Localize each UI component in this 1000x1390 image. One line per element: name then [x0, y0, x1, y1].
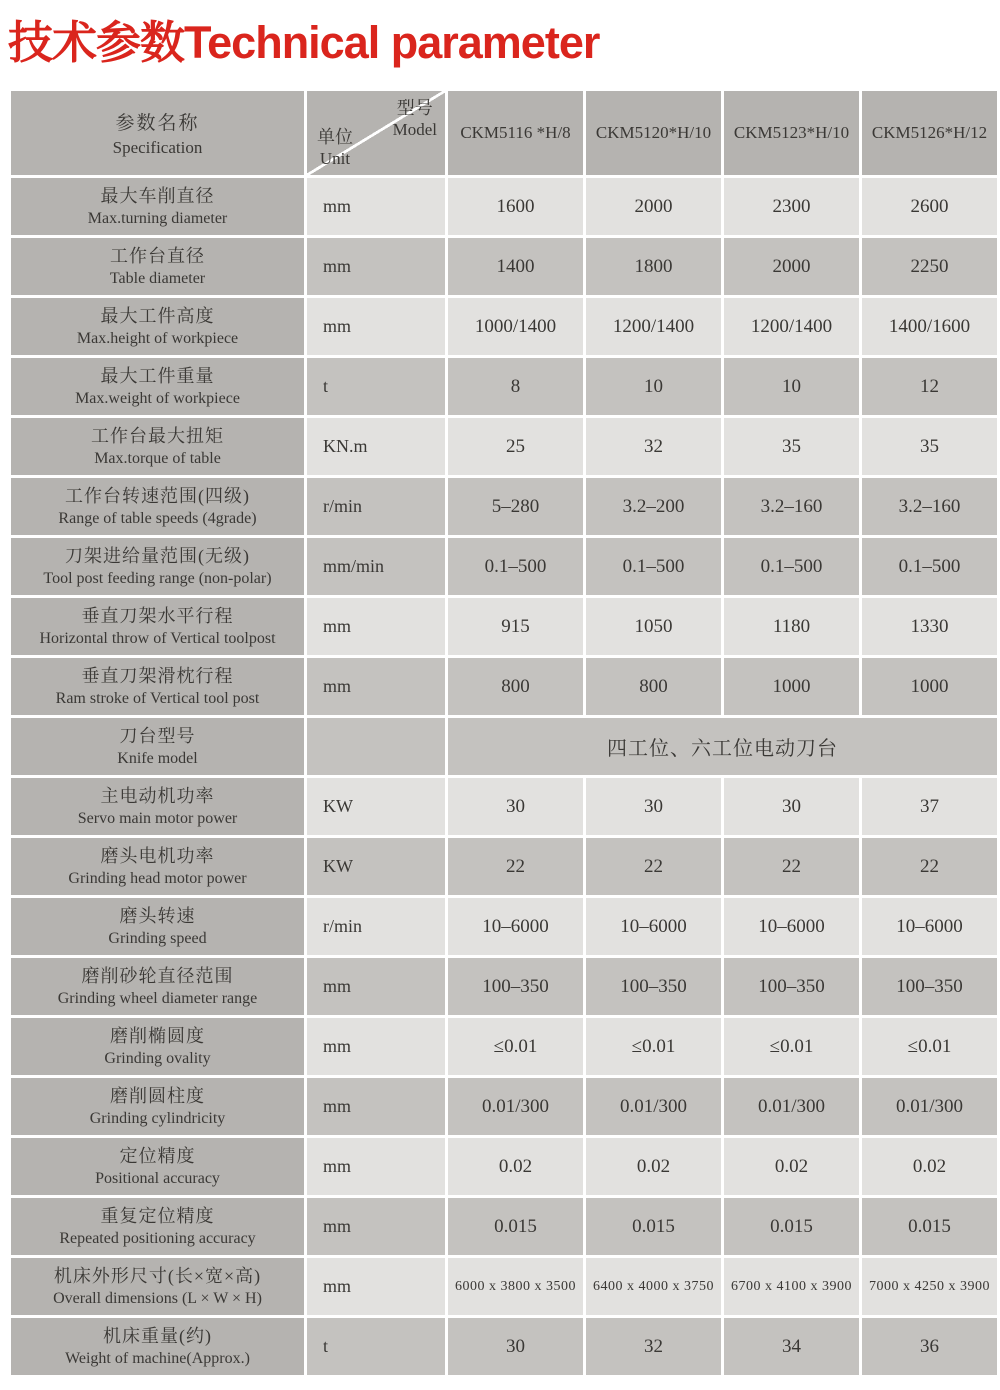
header-model-column-2: CKM5120*H/10 — [586, 91, 721, 175]
spec-label-zh: 最大工件高度 — [100, 305, 215, 326]
unit-cell: mm — [307, 1198, 445, 1255]
spec-label-zh: 磨头电机功率 — [100, 845, 215, 866]
unit-cell: mm — [307, 178, 445, 235]
spec-label-en: Positional accuracy — [95, 1169, 220, 1187]
table-row — [11, 238, 997, 295]
spec-label-cell — [11, 718, 304, 775]
table-row — [11, 358, 997, 415]
value-cell: 0.1–500 — [862, 538, 997, 595]
spec-label-cell — [11, 658, 304, 715]
spec-label-en: Grinding speed — [108, 929, 207, 947]
spec-label-en: Grinding wheel diameter range — [57, 989, 258, 1007]
spec-label-en: Grinding cylindricity — [89, 1109, 226, 1127]
spec-label-cell — [11, 1078, 304, 1135]
value-cell: 1000 — [724, 658, 859, 715]
spec-label-cell — [11, 178, 304, 235]
spec-label-cell — [11, 1138, 304, 1195]
spec-label-en: Range of table speeds (4grade) — [58, 509, 257, 527]
value-cell: 25 — [448, 418, 583, 475]
value-cell: 100–350 — [862, 958, 997, 1015]
value-cell: 1600 — [448, 178, 583, 235]
value-cell: 1800 — [586, 238, 721, 295]
header-specification-zh: 参数名称 — [115, 113, 200, 134]
unit-cell: KW — [307, 778, 445, 835]
header-model-label: 型号 Model — [392, 98, 437, 139]
spec-label-en: Horizontal throw of Vertical toolpost — [39, 629, 276, 647]
spec-label-en: Servo main motor power — [77, 809, 238, 827]
value-cell: 10 — [724, 358, 859, 415]
header-model-column-4: CKM5126*H/12 — [862, 91, 997, 175]
value-cell: 10 — [586, 358, 721, 415]
spec-label-en: Overall dimensions (L × W × H) — [53, 1289, 262, 1307]
unit-cell: mm — [307, 238, 445, 295]
value-cell: 0.015 — [448, 1198, 583, 1255]
value-cell: 0.1–500 — [448, 538, 583, 595]
table-row — [11, 1078, 997, 1135]
value-cell: 22 — [586, 838, 721, 895]
value-cell: 100–350 — [448, 958, 583, 1015]
spec-label-en: Max.weight of workpiece — [75, 389, 240, 407]
value-cell: 30 — [448, 1318, 583, 1375]
value-cell: 0.02 — [448, 1138, 583, 1195]
value-cell: 1000/1400 — [448, 298, 583, 355]
spec-label-zh: 机床外形尺寸(长×宽×高) — [53, 1265, 262, 1286]
value-cell: 10–6000 — [448, 898, 583, 955]
value-cell: 1180 — [724, 598, 859, 655]
spec-label-en: Max.turning diameter — [87, 209, 228, 227]
table-row — [11, 298, 997, 355]
spec-label-en: Weight of machine(Approx.) — [65, 1349, 250, 1367]
page-title: 技术参数Technical parameter — [8, 17, 600, 68]
table-row — [11, 1318, 997, 1375]
spec-label-en: Max.torque of table — [94, 449, 221, 467]
merged-value-cell: 四工位、六工位电动刀台 — [448, 718, 997, 775]
value-cell: 34 — [724, 1318, 859, 1375]
spec-label-en: Knife model — [117, 749, 198, 767]
value-cell: 10–6000 — [862, 898, 997, 955]
spec-label-cell — [11, 1258, 304, 1315]
spec-label-cell — [11, 1318, 304, 1375]
value-cell: 0.01/300 — [724, 1078, 859, 1135]
value-cell: 37 — [862, 778, 997, 835]
spec-label-zh: 磨削圆柱度 — [110, 1085, 205, 1106]
table-row — [11, 958, 997, 1015]
spec-label-zh: 磨削椭圆度 — [110, 1025, 205, 1046]
spec-label-cell — [11, 1018, 304, 1075]
table-row — [11, 898, 997, 955]
value-cell: 915 — [448, 598, 583, 655]
spec-label-zh: 重复定位精度 — [100, 1205, 215, 1226]
spec-label-en: Max.height of workpiece — [76, 329, 239, 347]
value-cell: 7000 x 4250 x 3900 — [862, 1258, 997, 1315]
value-cell: ≤0.01 — [448, 1018, 583, 1075]
spec-label-zh: 工作台直径 — [110, 245, 205, 266]
header-specification-en: Specification — [112, 138, 203, 157]
table-row — [11, 598, 997, 655]
value-cell: 32 — [586, 418, 721, 475]
table-row — [11, 1258, 997, 1315]
value-cell: 0.015 — [586, 1198, 721, 1255]
spec-label-zh: 主电动机功率 — [100, 785, 215, 806]
value-cell: 3.2–160 — [862, 478, 997, 535]
value-cell: 0.1–500 — [586, 538, 721, 595]
spec-label-zh: 垂直刀架滑枕行程 — [81, 665, 234, 686]
value-cell: 1400 — [448, 238, 583, 295]
spec-label-cell — [11, 838, 304, 895]
unit-cell: r/min — [307, 478, 445, 535]
value-cell: ≤0.01 — [862, 1018, 997, 1075]
value-cell: 22 — [448, 838, 583, 895]
table-body — [11, 178, 997, 1375]
table-row — [11, 1138, 997, 1195]
spec-label-en: Grinding ovality — [104, 1049, 211, 1067]
unit-cell: mm — [307, 658, 445, 715]
unit-cell: mm — [307, 598, 445, 655]
value-cell: 2000 — [724, 238, 859, 295]
spec-label-cell — [11, 358, 304, 415]
spec-label-cell — [11, 1198, 304, 1255]
spec-label-zh: 最大车削直径 — [100, 185, 215, 206]
spec-label-zh: 磨头转速 — [119, 905, 196, 926]
value-cell: 100–350 — [724, 958, 859, 1015]
value-cell: 10–6000 — [724, 898, 859, 955]
spec-label-zh: 机床重量(约) — [103, 1325, 212, 1346]
value-cell: 0.02 — [862, 1138, 997, 1195]
table-row — [11, 658, 997, 715]
spec-label-zh: 最大工件重量 — [100, 365, 215, 386]
value-cell: 0.02 — [586, 1138, 721, 1195]
value-cell: 2000 — [586, 178, 721, 235]
header-specification — [11, 91, 304, 175]
value-cell: 12 — [862, 358, 997, 415]
spec-label-zh: 刀架进给量范围(无级) — [65, 545, 250, 566]
value-cell: 30 — [586, 778, 721, 835]
table-row — [11, 1018, 997, 1075]
value-cell: 1330 — [862, 598, 997, 655]
value-cell: 36 — [862, 1318, 997, 1375]
value-cell: 3.2–200 — [586, 478, 721, 535]
value-cell: 1050 — [586, 598, 721, 655]
value-cell: 800 — [586, 658, 721, 715]
value-cell: 2300 — [724, 178, 859, 235]
table-row — [11, 838, 997, 895]
spec-label-en: Ram stroke of Vertical tool post — [55, 689, 260, 707]
value-cell: 2250 — [862, 238, 997, 295]
value-cell: 1400/1600 — [862, 298, 997, 355]
spec-label-cell — [11, 478, 304, 535]
value-cell: 0.01/300 — [586, 1078, 721, 1135]
value-cell: ≤0.01 — [586, 1018, 721, 1075]
spec-label-cell — [11, 778, 304, 835]
value-cell: 22 — [724, 838, 859, 895]
spec-label-zh: 工作台转速范围(四级) — [65, 485, 250, 506]
header-model-column-3: CKM5123*H/10 — [724, 91, 859, 175]
unit-cell: mm — [307, 298, 445, 355]
header-row — [11, 91, 997, 175]
value-cell: 3.2–160 — [724, 478, 859, 535]
table-row — [11, 478, 997, 535]
spec-label-en: Grinding head motor power — [68, 869, 247, 887]
value-cell: 0.01/300 — [862, 1078, 997, 1135]
value-cell: 35 — [724, 418, 859, 475]
unit-cell: mm — [307, 1138, 445, 1195]
value-cell: ≤0.01 — [724, 1018, 859, 1075]
table-row — [11, 718, 997, 775]
header-model-column-1: CKM5116 *H/8 — [448, 91, 583, 175]
spec-label-zh: 垂直刀架水平行程 — [81, 605, 234, 626]
spec-label-en: Tool post feeding range (non-polar) — [43, 569, 272, 587]
table-row — [11, 778, 997, 835]
unit-cell: mm — [307, 1078, 445, 1135]
unit-cell: mm/min — [307, 538, 445, 595]
value-cell: 1200/1400 — [586, 298, 721, 355]
spec-label-cell — [11, 598, 304, 655]
unit-cell: mm — [307, 1018, 445, 1075]
unit-cell: mm — [307, 1258, 445, 1315]
value-cell: 6000 x 3800 x 3500 — [448, 1258, 583, 1315]
value-cell: 0.1–500 — [724, 538, 859, 595]
table-row — [11, 1198, 997, 1255]
table-row — [11, 178, 997, 235]
spec-label-cell — [11, 958, 304, 1015]
value-cell: 0.015 — [724, 1198, 859, 1255]
value-cell: 0.02 — [724, 1138, 859, 1195]
unit-cell: KW — [307, 838, 445, 895]
value-cell: 5–280 — [448, 478, 583, 535]
unit-cell — [307, 718, 445, 775]
value-cell: 800 — [448, 658, 583, 715]
value-cell: 30 — [724, 778, 859, 835]
value-cell: 6400 x 4000 x 3750 — [586, 1258, 721, 1315]
unit-cell: t — [307, 1318, 445, 1375]
value-cell: 8 — [448, 358, 583, 415]
spec-label-zh: 磨削砂轮直径范围 — [81, 965, 234, 986]
value-cell: 32 — [586, 1318, 721, 1375]
technical-parameter-table — [8, 88, 1000, 1378]
spec-label-cell — [11, 418, 304, 475]
value-cell: 35 — [862, 418, 997, 475]
spec-label-cell — [11, 898, 304, 955]
value-cell: 22 — [862, 838, 997, 895]
value-cell: 1200/1400 — [724, 298, 859, 355]
spec-label-cell — [11, 298, 304, 355]
table-row — [11, 418, 997, 475]
value-cell: 30 — [448, 778, 583, 835]
spec-label-zh: 刀台型号 — [119, 725, 196, 746]
header-model-unit-diagonal-cell — [307, 91, 445, 175]
unit-cell: KN.m — [307, 418, 445, 475]
header-unit-label: 单位 Unit — [317, 127, 353, 168]
spec-label-cell — [11, 238, 304, 295]
spec-label-en: Repeated positioning accuracy — [59, 1229, 256, 1247]
unit-cell: mm — [307, 958, 445, 1015]
value-cell: 100–350 — [586, 958, 721, 1015]
value-cell: 6700 x 4100 x 3900 — [724, 1258, 859, 1315]
spec-label-zh: 工作台最大扭矩 — [91, 425, 224, 446]
value-cell: 1000 — [862, 658, 997, 715]
value-cell: 2600 — [862, 178, 997, 235]
value-cell: 10–6000 — [586, 898, 721, 955]
table-row — [11, 538, 997, 595]
spec-label-en: Table diameter — [109, 269, 206, 287]
spec-label-zh: 定位精度 — [119, 1145, 196, 1166]
unit-cell: r/min — [307, 898, 445, 955]
value-cell: 0.01/300 — [448, 1078, 583, 1135]
unit-cell: t — [307, 358, 445, 415]
spec-label-cell — [11, 538, 304, 595]
value-cell: 0.015 — [862, 1198, 997, 1255]
